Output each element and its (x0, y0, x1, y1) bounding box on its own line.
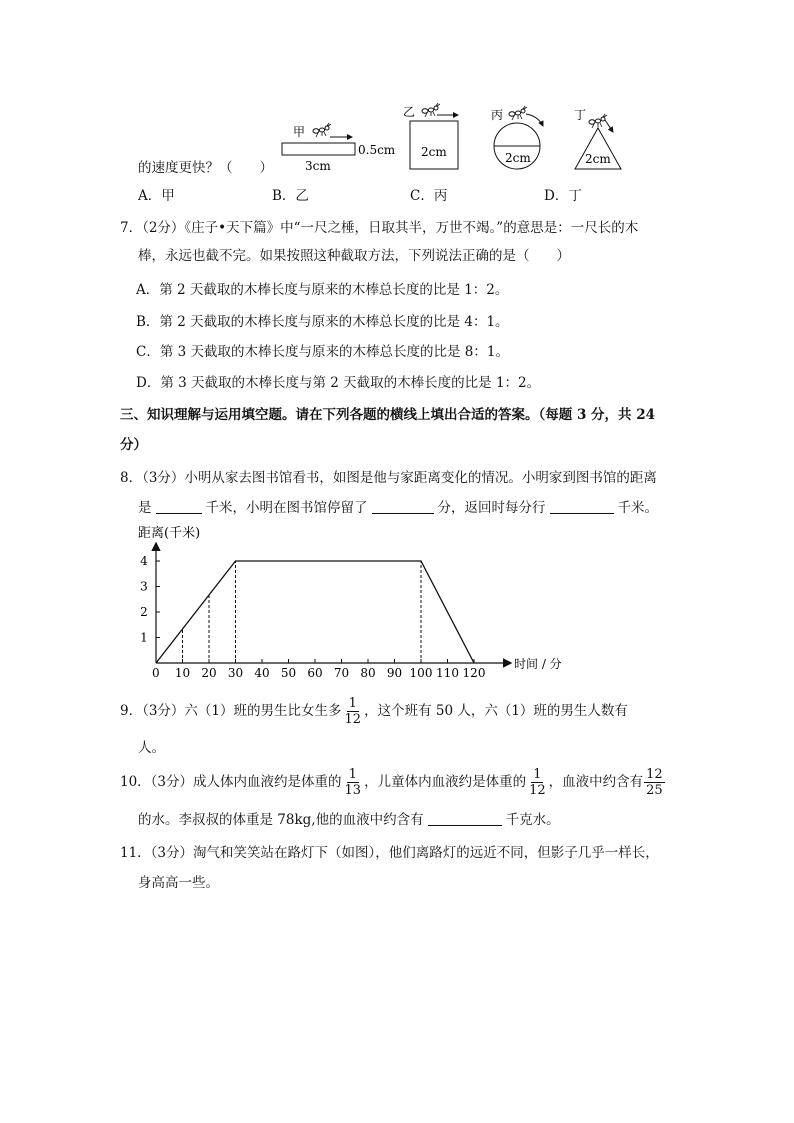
x-tick-label: 0 (152, 666, 160, 680)
section3-heading-line2: 分） (120, 437, 147, 453)
x-tick-label: 10 (174, 666, 191, 680)
label-rect-width: 0.5cm (358, 143, 396, 157)
q10-f3-num: 12 (646, 767, 663, 782)
q10-fraction-water (644, 767, 665, 798)
x-tick-label: 80 (360, 666, 376, 680)
q7-line1: 7．（2分）《庄子•天下篇》中“一尺之棰，日取其半，万世不竭。”的意思是：一尺长的木 (120, 220, 639, 236)
label-ding: 丁 (574, 108, 587, 122)
figure-jia (282, 123, 396, 173)
q6-option-d[interactable]: D．丁 (544, 188, 582, 204)
q11-line2: 身高高一些。 (138, 875, 219, 891)
chart-xlabel: 时间 / 分 (514, 657, 562, 671)
figure-ding (574, 108, 621, 169)
x-tick-label: 50 (280, 666, 297, 680)
ant-icon (509, 106, 527, 120)
figure-yi (403, 103, 458, 169)
q9-frac-den: 12 (344, 712, 362, 727)
x-tick-label: 110 (436, 666, 459, 680)
q10-blank-water-kg[interactable] (428, 811, 502, 826)
y-tick-label: 2 (140, 605, 148, 619)
x-tick-label: 100 (409, 666, 433, 680)
q8-line1: 8．（3分）小明从家去图书馆看书，如图是他与家距离变化的情况。小明家到图书馆的距离 (120, 470, 657, 486)
x-tick-label: 30 (227, 666, 244, 680)
q6-option-b[interactable]: B．乙 (272, 188, 309, 204)
section3-heading-line1: 三、知识理解与运用填空题。请在下列各题的横线上填出合适的答案。（每题 3 分，共 24 (120, 407, 656, 423)
figure-bing (491, 106, 543, 169)
distance-series-line (156, 561, 474, 663)
q8-text-b: 千米，小明在图书馆停留了 (205, 500, 368, 516)
x-tick-label: 90 (386, 666, 403, 680)
q6-line-tail: 的速度更快？（ ） (138, 160, 273, 176)
q9-frac-num: 1 (348, 696, 357, 711)
q7-option-a[interactable]: A．第 2 天截取的木棒长度与原来的木棒总长度的比是 1：2。 (136, 282, 509, 298)
x-tick-label: 40 (254, 666, 270, 680)
label-circle: 2cm (505, 151, 531, 165)
q6-option-a[interactable]: A．甲 (138, 188, 175, 204)
label-bing: 丙 (491, 108, 504, 122)
q10-text-c: ，血液中约含有 (548, 774, 644, 790)
q10-f1-num: 1 (348, 767, 357, 782)
q8-line2 (138, 498, 658, 518)
q10-fraction-child (527, 767, 548, 798)
q7-option-d[interactable]: D．第 3 天截取的木棒长度与第 2 天截取的木棒长度的比是 1：2。 (136, 375, 541, 391)
q10-fraction-adult (343, 767, 364, 798)
q10-f2-den: 12 (529, 783, 546, 798)
y-tick-label: 1 (140, 630, 148, 645)
q10-line2-text-b: 千克水。 (505, 812, 560, 828)
label-square: 2cm (421, 145, 447, 159)
y-tick-label: 4 (140, 554, 148, 568)
ant-icon (313, 123, 331, 137)
q8-text-d: 千米。 (617, 500, 658, 516)
q10-text-a: 10．（3分）成人体内血液约是体重的 (120, 774, 342, 790)
label-rect-len: 3cm (305, 159, 331, 173)
x-tick-label: 60 (307, 666, 323, 680)
distance-time-chart (130, 520, 610, 690)
label-triangle: 2cm (585, 152, 611, 166)
q10-f3-den: 25 (646, 783, 663, 798)
q9-text-a: 9．（3分）六（1）班的男生比女生多 (120, 703, 342, 719)
q7-option-c[interactable]: C．第 3 天截取的木棒长度与原来的木棒总长度的比是 8：1。 (136, 344, 509, 360)
label-jia: 甲 (293, 125, 306, 139)
q8-text-a: 是 (138, 500, 152, 516)
q10-f1-den: 13 (344, 783, 362, 798)
q6-figure (270, 96, 650, 180)
q6-option-c[interactable]: C．丙 (410, 188, 448, 204)
x-tick-label: 70 (333, 666, 350, 680)
q7-option-b[interactable]: B．第 2 天截取的木棒长度与原来的木棒总长度的比是 4：1。 (136, 314, 509, 330)
q10-f2-num: 1 (533, 767, 542, 782)
q10-line2-text-a: 的水。李叔叔的体重是 78kg,他的血液中约含有 (138, 812, 424, 828)
y-tick-label: 3 (140, 579, 148, 594)
q9-line1 (120, 696, 628, 727)
q11-line1: 11．（3分）淘气和笑笑站在路灯下（如图），他们离路灯的远近不同，但影子几乎一样长， (120, 845, 659, 861)
chart-ylabel: 距离(千米) (138, 526, 201, 541)
q9-text-b: ，这个班有 50 人，六（1）班的男生人数有 (364, 703, 628, 719)
q9-line2: 人。 (138, 740, 165, 756)
q8-blank-distance[interactable] (156, 499, 202, 514)
q7-line2: 棒，永远也截不完。如果按照这种截取方法，下列说法正确的是（ ） (138, 248, 570, 264)
label-yi: 乙 (403, 105, 416, 119)
ant-icon (589, 114, 607, 128)
q8-blank-stay-minutes[interactable] (372, 499, 434, 514)
rect-jia (282, 143, 355, 155)
q10-text-b: ，儿童体内血液约是体重的 (364, 774, 527, 790)
q8-blank-return-speed[interactable] (550, 499, 614, 514)
q10-line1 (120, 766, 666, 798)
q9-fraction (343, 696, 364, 727)
x-tick-label: 20 (201, 666, 217, 680)
x-tick-label: 120 (462, 666, 486, 680)
q8-text-c: 分，返回时每分行 (437, 500, 546, 516)
q10-line2 (138, 810, 560, 830)
